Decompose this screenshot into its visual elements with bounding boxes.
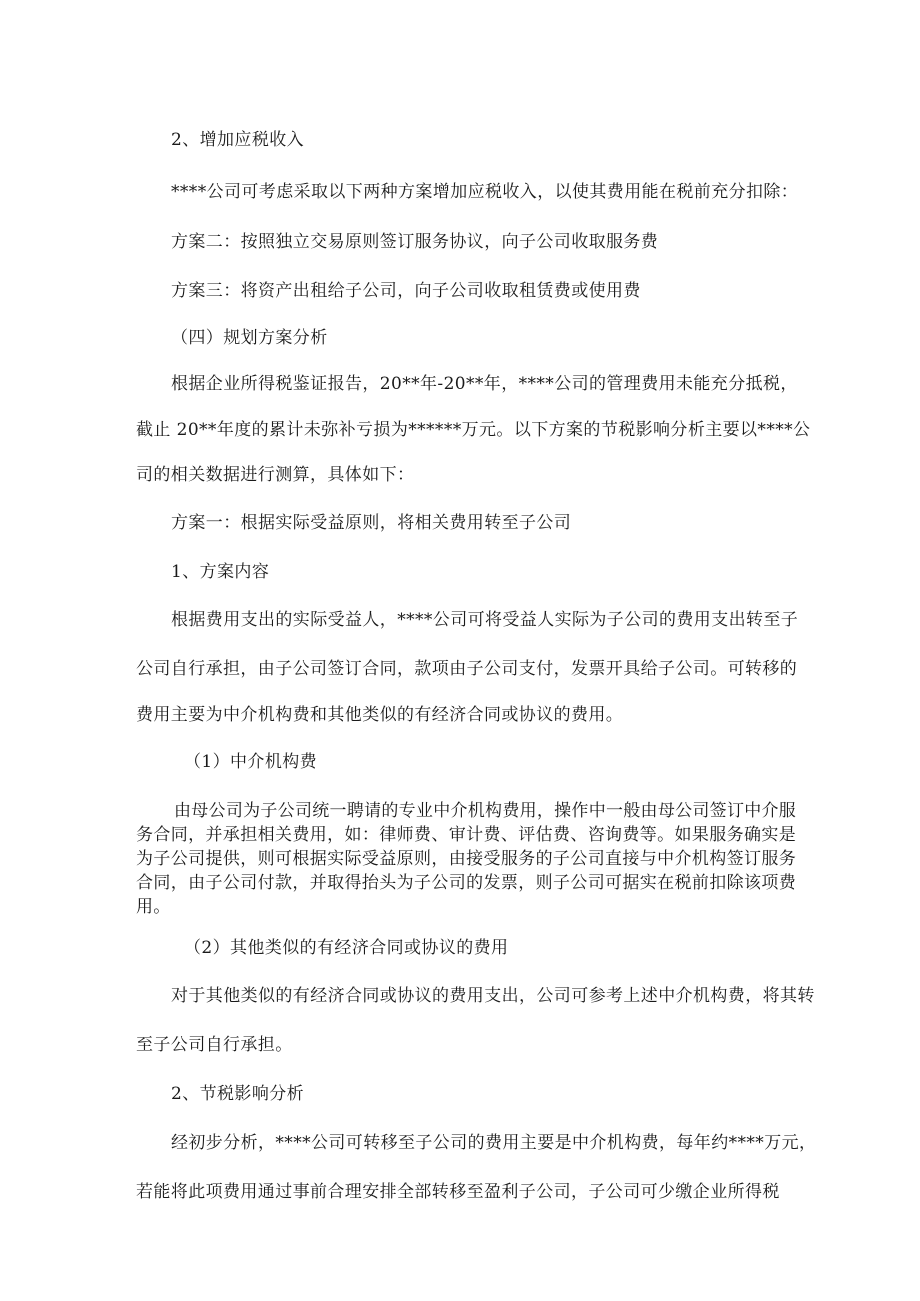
paragraph-text: 截止 20**年度的累计未弥补亏损为******万元。以下方案的节税影响分析主要以****公	[136, 420, 811, 440]
heading-increase-taxable-income: 2、增加应税收入	[171, 130, 305, 150]
subheading-agency-fees: （1）中介机构费	[184, 752, 318, 772]
subheading-other-contract-fees: （2）其他类似的有经济合同或协议的费用	[184, 938, 509, 958]
paragraph-agency-fees: 由母公司为子公司统一聘请的专业中介机构费用，操作中一般由母公司签订中介服务合同，并承担相关费用，如：律师费、审计费、评估费、咨询费等。如果服务确实是为子公司提供，则可根据实际受益原则，由接受服务的子公司直接与中介机构签订服务合同，由子公司付款，并取得抬头为子公司的发票，则子公司可据实在税前扣除该项费用。	[136, 801, 796, 917]
paragraph-text: 若能将此项费用通过事前合理安排全部转移至盈利子公司，子公司可少缴企业所得税	[136, 1182, 780, 1202]
paragraph-text: 方案三：将资产出租给子公司，向子公司收取租赁费或使用费	[171, 281, 641, 301]
paragraph-text: 方案二：按照独立交易原则签订服务协议，向子公司收取服务费	[171, 232, 659, 252]
paragraph-text: ****公司可考虑采取以下两种方案增加应税收入，以使其费用能在税前充分扣除：	[171, 182, 799, 202]
paragraph-text: 根据费用支出的实际受益人，****公司可将受益人实际为子公司的费用支出转至子	[171, 610, 799, 630]
paragraph-text: 根据企业所得税鉴证报告，20**年-20**年，****公司的管理费用未能充分抵税，	[171, 374, 798, 394]
paragraph-text: 对于其他类似的有经济合同或协议的费用支出，公司可参考上述中介机构费，将其转	[171, 986, 815, 1006]
paragraph-text: 经初步分析，****公司可转移至子公司的费用主要是中介机构费，每年约****万元，	[171, 1133, 817, 1153]
subheading-plan-content: 1、方案内容	[171, 562, 270, 582]
paragraph-text: 至子公司自行承担。	[136, 1035, 293, 1055]
plan-heading: 方案一：根据实际受益原则，将相关费用转至子公司	[171, 513, 572, 533]
subheading-tax-saving-analysis: 2、节税影响分析	[171, 1084, 305, 1104]
paragraph-text: 费用主要为中介机构费和其他类似的有经济合同或协议的费用。	[136, 705, 624, 725]
section-heading-plan-analysis: （四）规划方案分析	[171, 328, 328, 348]
paragraph-text: 公司自行承担，由子公司签订合同，款项由子公司支付，发票开具给子公司。可转移的	[136, 659, 798, 679]
paragraph-text: 司的相关数据进行测算，具体如下：	[136, 465, 415, 485]
